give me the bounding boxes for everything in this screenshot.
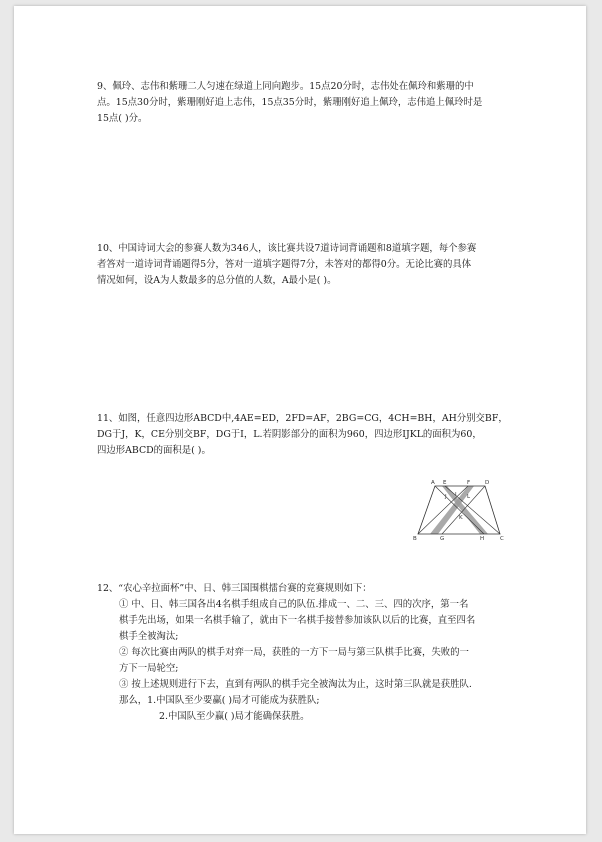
question-10 xyxy=(97,241,522,289)
question-10-line: 情况如何，设A为人数最多的总分值的人数，A最小是( )。 xyxy=(97,275,337,286)
label-F: F xyxy=(467,480,471,486)
question-12-intro: 12、“农心辛拉面杯”中、日、韩三国围棋擂台赛的竞赛规则如下： xyxy=(97,583,372,594)
question-9-line: 15点( )分。 xyxy=(97,113,148,124)
label-G: G xyxy=(440,536,445,542)
question-12-rule-line: ② 每次比赛由两队的棋手对弈一局，获胜的一方下一局与第三队棋手比赛，失败的一 xyxy=(119,647,469,658)
question-12-rule-line: 那么，1.中国队至少要赢( )局才可能成为获胜队; xyxy=(119,695,320,706)
question-12-rule-line: ③ 按上述规则进行下去，直到有两队的棋手完全被淘汰为止，这时第三队就是获胜队. xyxy=(119,679,472,690)
question-12 xyxy=(97,581,522,725)
quadrilateral-figure xyxy=(412,476,507,542)
question-9 xyxy=(97,79,522,127)
question-11 xyxy=(97,411,522,459)
question-11-line: 11、如图，任意四边形ABCD中,4AE=ED，2FD=AF，2BG=CG，4CH=BH，AH分别交BF， xyxy=(97,413,508,424)
label-K: K xyxy=(459,515,463,521)
question-12-subquestion: 2.中国队至少赢( )局才能确保获胜。 xyxy=(159,711,310,722)
label-B: B xyxy=(413,536,417,542)
question-12-rule-line: ① 中、日、韩三国各出4名棋手组成自己的队伍.排成一、二、三、四的次序，第一名 xyxy=(119,599,469,610)
label-C: C xyxy=(500,536,504,542)
question-12-rule-line: 棋手全被淘汰; xyxy=(119,631,179,642)
question-9-line: 9、佩玲、志伟和紫珊二人匀速在绿道上同向跑步。15点20分时，志伟处在佩玲和紫珊的中 xyxy=(97,81,474,92)
label-J: J xyxy=(445,494,447,500)
label-E: E xyxy=(443,480,447,486)
quadrilateral-ABCD xyxy=(418,486,500,534)
label-A: A xyxy=(431,480,435,486)
question-12-rule-line: 方下一局轮空; xyxy=(119,663,179,674)
label-D: D xyxy=(485,480,490,486)
question-10-line: 10、中国诗词大会的参赛人数为346人，该比赛共设7道诗词背诵题和8道填字题，每个参赛 xyxy=(97,243,477,254)
question-11-line: 四边形ABCD的面积是( )。 xyxy=(97,445,211,456)
label-I: I xyxy=(455,492,457,498)
question-11-line: DG于J，K，CE分别交BF，DG于I，L.若阴影部分的面积为960，四边形IJKL的面积为60， xyxy=(97,429,482,440)
question-10-line: 者答对一道诗词背诵题得5分，答对一道填字题得7分，未答对的都得0分。无论比赛的具体 xyxy=(97,259,472,270)
question-12-rule-line: 棋手先出场，如果一名棋手输了，就由下一名棋手接替参加该队以后的比赛，直至四名 xyxy=(119,615,476,626)
document-page xyxy=(14,6,586,834)
label-H: H xyxy=(480,536,485,542)
label-L: L xyxy=(467,494,471,500)
question-9-line: 点。15点30分时，紫珊刚好追上志伟，15点35分时，紫珊刚好追上佩玲，志伟追上佩玲时是 xyxy=(97,97,483,108)
